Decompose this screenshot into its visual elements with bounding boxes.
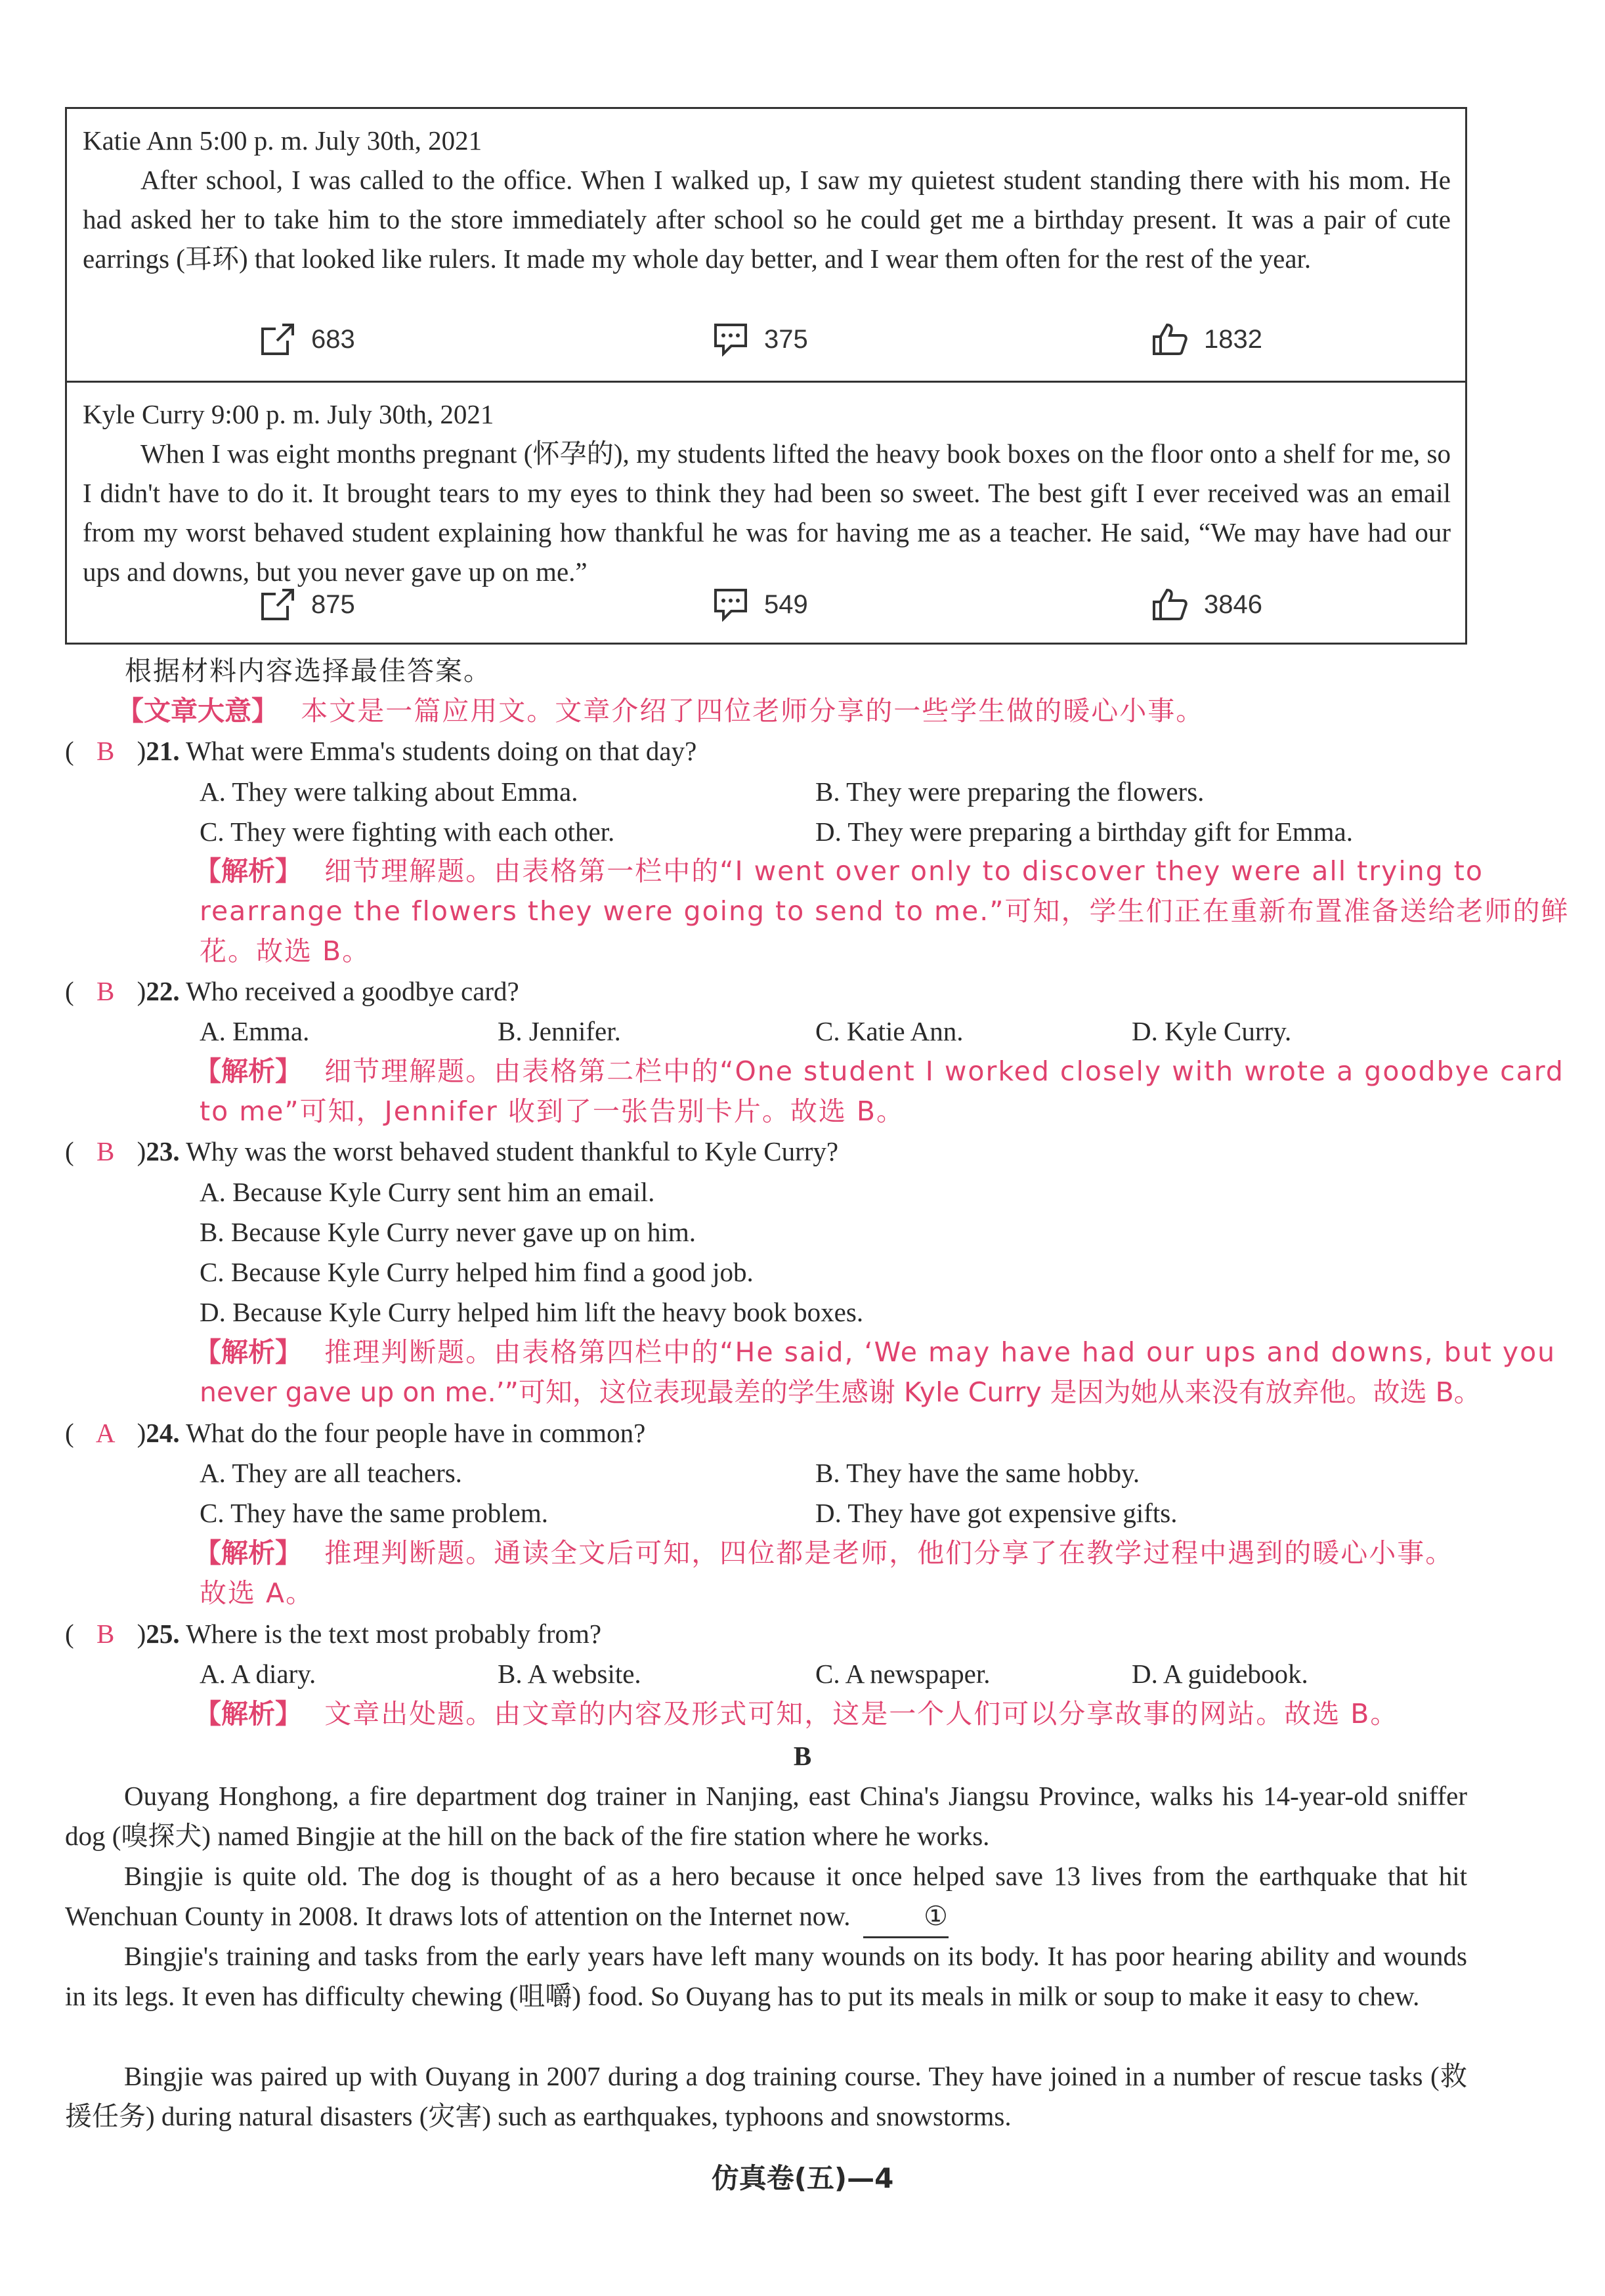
question-text: Who received a goodbye card? [186,976,519,1006]
analysis-tag: 【解析】 [194,1055,302,1087]
thumbs-up-icon [1151,322,1189,356]
analysis-24-line-2: 故选 A。 [200,1577,314,1609]
analysis-tag: 【解析】 [194,1336,302,1368]
blank-1[interactable]: ① [863,1896,949,1938]
comment-stat[interactable] [712,587,808,622]
question-text: What were Emma's students doing on that day? [186,736,697,766]
summary-tag: 【文章大意】 [117,695,278,727]
option-b: B. They have the same hobby. [815,1458,1140,1488]
question-number: 21. [146,736,180,766]
analysis-text: 细节理解题。由表格第一栏中的“I went over only to discover they were all trying to [324,855,1484,887]
passage-b-paragraph-2 [65,1856,1467,1938]
option-b: B. They were preparing the flowers. [815,776,1205,807]
option-a: A. A diary. [200,1659,316,1689]
question-text: Why was the worst behaved student thankful to Kyle Curry? [186,1136,839,1166]
answer: B [96,976,115,1006]
analysis-22-line-2: to me”可知，Jennifer 收到了一张告别卡片。故选 B。 [200,1095,905,1127]
option-b: B. A website. [498,1659,641,1689]
post-katie-ann [67,109,1465,381]
question-number: 25. [146,1619,180,1649]
option-d: D. Because Kyle Curry helped him lift the heavy book boxes. [200,1297,864,1327]
post-body: When I was eight months pregnant (怀孕的), my students lifted the heavy book boxes on the floor onto a shelf for me, so I didn't have to do it. It brought tears to my eyes to think they had been so sweet. The best gift I ever received was an email from my worst behaved student explaining how thankful he was for having me as a teacher. He said, “We may have had our ups and downs, but you never gave up on me.” [83,438,1451,587]
analysis-23-line-1 [194,1332,1556,1372]
comment-stat[interactable] [712,322,808,356]
option-d: D. They have got expensive gifts. [815,1498,1178,1528]
post-kyle-curry [67,381,1465,645]
section-b-title: B [793,1741,812,1771]
option-c: C. Because Kyle Curry helped him find a good job. [200,1257,754,1287]
share-count: 875 [311,589,355,619]
question-25: ( B )25. Where is the text most probably from? [65,1614,601,1653]
summary [117,691,1204,731]
thumbs-up-icon [1151,587,1189,622]
comment-count: 549 [764,589,808,619]
question-text: What do the four people have in common? [186,1418,646,1448]
answer: A [95,1418,116,1448]
question-22: ( B )22. Who received a goodbye card? [65,971,519,1011]
analysis-21-line-1 [194,851,1484,891]
question-number: 23. [146,1136,180,1166]
option-b: B. Because Kyle Curry never gave up on him. [200,1217,696,1247]
analysis-25-line-1 [194,1694,1398,1733]
option-a: A. They were talking about Emma. [200,776,578,807]
option-b: B. Jennifer. [498,1016,621,1046]
passage-b-paragraph-3: Bingjie's training and tasks from the early years have left many wounds on its body. It has poor hearing ability and wounds in its legs. It even has difficulty chewing (咀嚼) food. So Ouyang has to put its meals in milk or soup to make it easy to chew. [65,1941,1467,2011]
paragraph-text: Bingjie is quite old. The dog is thought of as a hero because it once helped save 13 lives from the earthquake that hit Wenchuan County in 2008. It draws lots of attention on the Internet now. [65,1861,1467,1931]
comment-icon [712,322,750,356]
option-a: A. They are all teachers. [200,1458,462,1488]
answer: B [96,1136,115,1166]
comment-count: 375 [764,324,808,354]
post-body: After school, I was called to the office. When I walked up, I saw my quietest student standing there with his mom. He had asked her to take him to the store immediately after school so he could get me a birthday present. It was a pair of cute earrings (耳环) that looked like rulers. It made my whole day better, and I wear them often for the rest of the year. [83,165,1451,274]
like-count: 3846 [1204,589,1262,619]
question-21: ( B )21. What were Emma's students doing on that day? [65,731,696,771]
analysis-tag: 【解析】 [194,1698,302,1730]
option-c: C. Katie Ann. [815,1016,964,1046]
answer: B [96,736,115,766]
share-icon [259,322,297,356]
analysis-text: 文章出处题。由文章的内容及形式可知，这是一个人们可以分享故事的网站。故选 B。 [324,1698,1399,1730]
option-d: D. Kyle Curry. [1132,1016,1292,1046]
page-footer: 仿真卷(五)—4 [711,2162,894,2194]
option-c: C. They were fighting with each other. [200,817,615,847]
share-stat[interactable] [259,587,355,622]
passage-b-paragraph-1: Ouyang Honghong, a fire department dog trainer in Nanjing, east China's Jiangsu Province, walks his 14-year-old sniffer dog (嗅探犬) named Bingjie at the hill on the back of the fire station where he works. [65,1781,1467,1851]
summary-text: 本文是一篇应用文。文章介绍了四位老师分享的一些学生做的暖心小事。 [301,695,1205,727]
option-a: A. Emma. [200,1016,310,1046]
question-24: ( A )24. What do the four people have in common? [65,1413,645,1453]
post-header: Kyle Curry 9:00 p. m. July 30th, 2021 [83,399,494,429]
analysis-24-line-1 [194,1533,1453,1573]
share-icon [259,587,297,622]
option-c: C. They have the same problem. [200,1498,548,1528]
question-number: 22. [146,976,180,1006]
analysis-22-line-1 [194,1052,1564,1091]
share-count: 683 [311,324,355,354]
option-d: D. A guidebook. [1132,1659,1308,1689]
analysis-21-line-2: rearrange the flowers they were going to send to me.”可知，学生们正在重新布置准备送给老师的鲜 [200,895,1570,927]
analysis-23-line-2: never gave up on me.’”可知，这位表现最差的学生感谢 Kyle Curry 是因为她从来没有放弃他。故选 B。 [200,1376,1481,1408]
share-stat[interactable] [259,322,355,356]
analysis-tag: 【解析】 [194,855,302,887]
like-count: 1832 [1204,324,1262,354]
analysis-text: 推理判断题。由表格第四栏中的“He said, ‘We may have had our ups and downs, but you [324,1336,1556,1368]
question-number: 24. [146,1418,180,1448]
analysis-text: 细节理解题。由表格第二栏中的“One student I worked closely with wrote a goodbye card [324,1055,1564,1087]
like-stat[interactable] [1151,322,1262,356]
instruction: 根据材料内容选择最佳答案。 [125,655,492,687]
analysis-text: 推理判断题。通读全文后可知，四位都是老师，他们分享了在教学过程中遇到的暖心小事。 [324,1537,1454,1569]
analysis-tag: 【解析】 [194,1537,302,1569]
passage-b-paragraph-4: Bingjie was paired up with Ouyang in 2007 during a dog training course. They have joined in a number of rescue tasks (救援任务) during natural disasters (灾害) such as earthquakes, typhoons and snowstorms. [65,2061,1467,2131]
option-d: D. They were preparing a birthday gift for Emma. [815,817,1353,847]
question-text: Where is the text most probably from? [186,1619,602,1649]
option-a: A. Because Kyle Curry sent him an email. [200,1177,655,1207]
option-c: C. A newspaper. [815,1659,991,1689]
like-stat[interactable] [1151,587,1262,622]
post-header: Katie Ann 5:00 p. m. July 30th, 2021 [83,125,482,156]
question-23: ( B )23. Why was the worst behaved student thankful to Kyle Curry? [65,1132,838,1171]
comment-icon [712,587,750,622]
analysis-21-line-3: 花。故选 B。 [200,935,371,967]
answer: B [96,1619,115,1649]
posts-table [65,107,1467,645]
